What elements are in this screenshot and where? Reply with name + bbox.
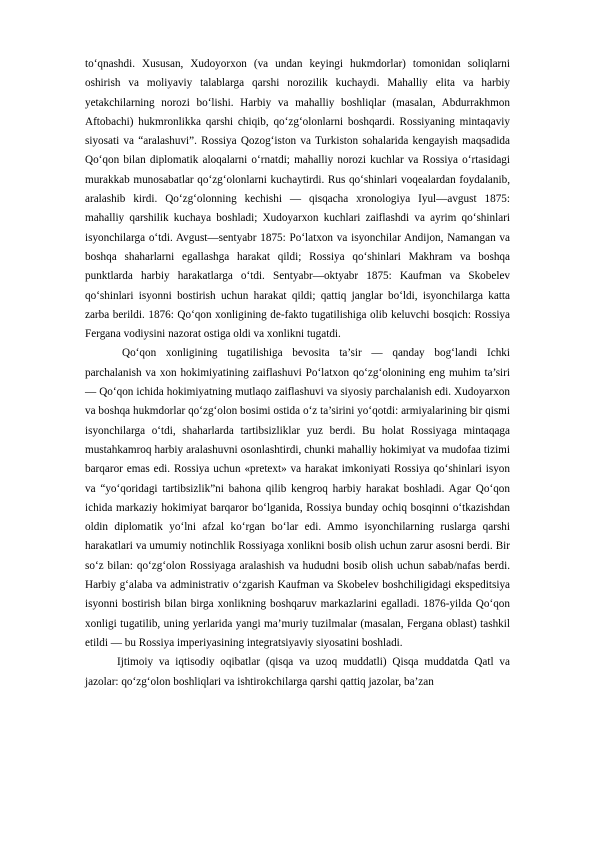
document-body <box>85 55 510 692</box>
paragraph-2: Qo‘qon xonligining tugatilishiga bevosita ta’sir — qanday bog‘landi Ichki parchalanish va xon hokimiyatining zaiflashuvi Po‘latxon qo‘zg‘olonining eng muhim ta’siri — Qo‘qon ichida hokimiyatning mutlaqo zaiflashuvi va siyosiy parchalanish edi. Xudoyarxon va boshqa hukmdorlar qo‘zg‘olon bosimi ostida o‘z ta’sirini yo‘qotdi: armiyalarining bir qismi isyonchilarga o‘tdi, shaharlarda tartibsizliklar yuz berdi. Bu holat Rossiyaga mintaqaga mustahkamroq harbiy aralashuvni osonlashtirdi, chunki mahalliy hokimiyat va mudofaa tizimi barqaror emas edi. Rossiya uchun «pretext» va harakat imkoniyati Rossiya qo‘shinlari isyon va “yo‘qoridagi tartibsizlik”ni bahona qilib kengroq harbiy harakat boshladi. Agar Qo‘qon ichida markaziy hokimiyat barqaror bo‘lganida, Rossiya bunday ochiq bosqinni o‘tkazishdan oldin diplomatik yo‘lni afzal ko‘rgan bo‘lar edi. Ammo isyonchilarning ruslarga qarshi harakatlari va umumiy notinchlik Rossiyaga xonlikni bosib olish uchun zarur asosni berdi. Bir so‘z bilan: qo‘zg‘olon Rossiyaga aralashish va hududni bosib olish uchun sabab/nafas berdi. Harbiy g‘alaba va administrativ o‘zgarish Kaufman va Skobelev boshchiligidagi ekspeditsiya isyonni bostirish bilan birga xonlikning boshqaruv markazlarini egalladi. 1876-yilda Qo‘qon xonligi tugatilib, uning yerlarida yangi ma’muriy tuzilmalar (masalan, Fergana oblast) tashkil etildi — bu Rossiya imperiyasining integratsiyaviy siyosatini boshladi. <box>85 347 510 649</box>
paragraph-3: Ijtimoiy va iqtisodiy oqibatlar (qisqa va uzoq muddatli) Qisqa muddatda Qatl va jazolar: qo‘zg‘olon boshliqlari va ishtirokchilarga qarshi qattiq jazolar, ba’zan <box>85 656 510 688</box>
paragraph-1: to‘qnashdi. Xususan, Xudoyorxon (va undan keyingi hukmdorlar) tomonidan soliqlarni oshirish va moliyaviy talablarga qarshi norozilik kuchaydi. Mahalliy elita va harbiy yetakchilarning norozi bo‘lishi. Harbiy va mahalliy boshliqlar (masalan, Abdurrakhmon Aftobachi) hukmronlikka qarshi chiqib, qo‘zg‘olonlarni boshqardi. Rossiyaning mintaqaviy siyosati va “aralashuvi”. Rossiya Qozog‘iston va Turkiston sohalarida kengayish maqsadida Qo‘qon bilan diplomatik aloqalarni o‘rnatdi; mahalliy norozi kuchlar va Rossiya o‘rtasidagi murakkab munosabatlar qo‘zg‘olonlarni kuchaytirdi. Rus qo‘shinlari voqealardan foydalanib, aralashib kirdi. Qo‘zg‘olonning kechishi — qisqacha xronologiya Iyul—avgust 1875: mahalliy qarshilik kuchaya boshladi; Xudoyarxon kuchlari zaiflashdi va ayrim qo‘shinlari isyonchilarga o‘tdi. Avgust—sentyabr 1875: Po‘latxon va isyonchilar Andijon, Namangan va boshqa shaharlarni egallashga harakat qildi; Rossiya qo‘shinlari Makhram va boshqa punktlarda harbiy harakatlarga o‘tdi. Sentyabr—oktyabr 1875: Kaufman va Skobelev qo‘shinlari isyonni bostirish uchun harakat qildi; qattiq janglar bo‘ldi, isyonchilarga katta zarba berildi. 1876: Qo‘qon xonligining de-fakto tugatilishiga olib keluvchi bosqich: Rossiya Fergana vodiysini nazorat ostiga oldi va xonlikni tugatdi. <box>85 58 510 341</box>
